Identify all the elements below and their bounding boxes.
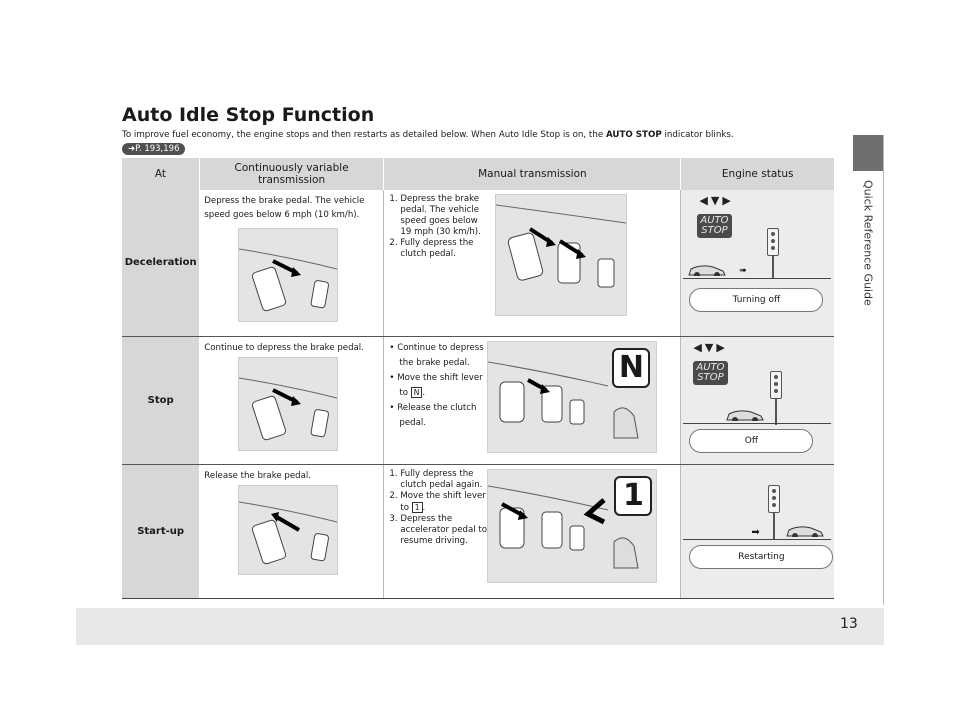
cvt-deceleration-text: Depress the brake pedal. The vehicle speed goes below 6 mph (10 km/h). <box>204 196 365 220</box>
brake-pedal-illustration-stop <box>239 358 337 450</box>
auto-idle-stop-table <box>122 158 834 599</box>
intro-text <box>122 130 842 155</box>
clutch-brake-illustration <box>496 195 626 315</box>
brake-pedal-illustration <box>239 229 337 321</box>
intro-indicator-name: AUTO STOP <box>605 130 662 140</box>
mt-deceleration <box>384 190 681 336</box>
page-title: Auto Idle Stop Function <box>122 104 375 126</box>
traffic-light-icon-start <box>768 485 780 513</box>
brake-release-illustration <box>239 486 337 574</box>
blink-indicator-icon-stop: ◀▼▶ <box>693 340 728 354</box>
engine-status-stop <box>681 336 834 464</box>
mt-start-step-2-text: 2. Move the shift lever to <box>389 490 486 513</box>
arrow-forward-icon: ➠ <box>739 266 747 276</box>
shift-position-callout-1: 1 <box>614 476 652 516</box>
road-line-start <box>683 539 831 540</box>
cvt-deceleration <box>199 190 384 336</box>
shift-first-figure <box>487 469 657 583</box>
row-label-deceleration: Deceleration <box>122 190 199 336</box>
cvt-stop <box>199 336 384 464</box>
side-label-text: Quick Reference Guide <box>861 180 875 306</box>
intro-before: To improve fuel economy, the engine stops and then restarts as detailed below. When Auto Idle Stop is on, the <box>122 130 606 140</box>
header-cvt: Continuously variable transmission <box>199 158 384 190</box>
header-manual: Manual transmission <box>384 158 681 190</box>
row-label-start-up: Start-up <box>122 464 199 598</box>
cvt-start-up <box>199 464 384 598</box>
shift-position-callout: N <box>612 348 650 388</box>
auto-stop-indicator-icon-stop <box>693 361 727 385</box>
traffic-light-icon <box>767 228 779 256</box>
footer-band <box>76 608 884 645</box>
mt-stop-bullet-1: • Continue to depress the brake pedal. <box>389 342 484 368</box>
cvt-start-up-text: Release the brake pedal. <box>204 470 311 481</box>
shift-key-n: N <box>411 387 423 398</box>
intro-after: indicator blinks. <box>661 130 734 140</box>
auto-stop-line1-stop: AUTO <box>696 361 725 373</box>
blink-indicator-icon: ◀▼▶ <box>699 194 734 207</box>
mt-stop-bullet-1-text: Continue to depress the brake pedal. <box>397 342 484 368</box>
engine-status-deceleration <box>681 190 834 336</box>
mt-start-step-3: 3. Depress the accelerator pedal to resume driving. <box>389 513 487 546</box>
mt-stop-bullet-2: • Move the shift lever to N . <box>389 372 483 398</box>
auto-stop-indicator-icon <box>697 214 731 238</box>
mt-start-step-2-end: . <box>422 502 426 513</box>
engine-status-start-up <box>681 464 834 598</box>
auto-stop-line1: AUTO <box>700 215 729 226</box>
row-label-stop: Stop <box>122 336 199 464</box>
auto-stop-line2-stop: STOP <box>697 371 724 383</box>
page-reference-link[interactable]: ➜P. 193,196 <box>122 143 185 155</box>
mt-deceleration-step-1: 1. Depress the brake pedal. The vehicle speed goes below 19 mph (30 km/h). <box>389 194 481 237</box>
arrow-forward-icon-start: ➡ <box>751 526 760 538</box>
mt-deceleration-step-2: 2. Fully depress the clutch pedal. <box>389 238 474 259</box>
page-number: 13 <box>840 616 858 632</box>
section-tab <box>853 135 883 171</box>
mt-start-step-1: 1. Fully depress the clutch pedal again. <box>389 468 483 490</box>
clutch-brake-figure <box>495 194 627 316</box>
mt-start-up <box>384 464 681 598</box>
road-line <box>683 278 831 279</box>
side-label <box>852 180 884 500</box>
car-icon <box>687 262 727 276</box>
page-reference-text: P. 193,196 <box>135 144 180 154</box>
road-line-stop <box>683 423 831 424</box>
status-restarting: Restarting <box>689 545 833 569</box>
status-turning-off: Turning off <box>689 288 823 312</box>
mt-stop-bullet-2-text: Move the shift lever to <box>397 372 483 398</box>
brake-pedal-figure-stop <box>238 357 338 451</box>
header-engine-status: Engine status <box>681 158 834 190</box>
mt-stop-bullet-2-end: . <box>422 387 426 398</box>
shift-key-1: 1 <box>412 502 423 513</box>
traffic-light-icon-stop <box>770 371 782 399</box>
mt-stop-bullet-3: • Release the clutch pedal. <box>389 402 477 428</box>
mt-stop <box>384 336 681 464</box>
brake-pedal-figure <box>238 228 338 322</box>
brake-release-figure <box>238 485 338 575</box>
status-off: Off <box>689 429 813 453</box>
cvt-stop-text: Continue to depress the brake pedal. <box>204 342 364 353</box>
car-icon-start <box>785 523 825 537</box>
auto-stop-line2: STOP <box>701 225 728 236</box>
mt-stop-bullet-3-text: Release the clutch pedal. <box>397 402 477 428</box>
mt-start-step-2 <box>389 491 489 514</box>
shift-neutral-figure <box>487 341 657 453</box>
car-icon-stop <box>725 407 765 421</box>
header-at: At <box>122 158 199 190</box>
